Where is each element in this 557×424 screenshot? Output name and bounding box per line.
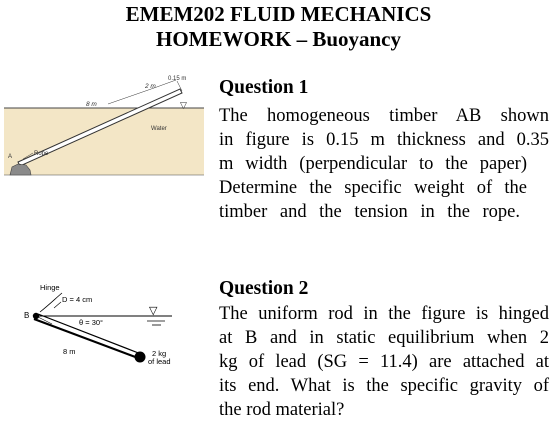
question1-figure (4, 72, 204, 182)
label-b: B (24, 311, 30, 320)
water-region (4, 108, 204, 175)
label-8m: 8 m (63, 347, 76, 356)
question2-line-3: kg of lead (SG = 11.4) are attached at (219, 352, 549, 372)
label-2m: 2 m (145, 83, 156, 90)
label-8m: 8 m (86, 101, 97, 108)
question1-line-1: The homogeneous timber AB shown (219, 106, 549, 126)
question1-line-3: m width (perpendicular to the paper) (219, 154, 527, 174)
label-mass-line1: 2 kg (152, 349, 167, 358)
question1-text (219, 104, 549, 224)
title-line-1: EMEM202 FLUID MECHANICS (125, 2, 432, 26)
surface-symbol: ▽ (180, 100, 187, 110)
label-a: A (8, 154, 13, 160)
question2-text (219, 302, 549, 422)
question2-line-4: its end. What is the specific gravity of (219, 376, 549, 396)
title-line-2: HOMEWORK – Buoyancy (155, 27, 402, 51)
label-water: Water (151, 126, 167, 132)
question2-figure (4, 278, 204, 373)
label-theta: θ = 30° (79, 318, 104, 327)
question2-line-2: at B and in static equilibrium when 2 (219, 328, 549, 348)
question1-heading: Question 1 (219, 77, 309, 98)
question2-line-1: The uniform rod in the figure is hinged (219, 304, 549, 324)
label-mass-line2: of lead (148, 357, 171, 366)
question2-line-5: the rod material? (219, 400, 345, 420)
label-hinge: Hinge (40, 283, 60, 292)
label-d: D = 4 cm (62, 295, 93, 304)
question1-line-5: timber and the tension in the rope. (219, 202, 520, 222)
label-rope: Rope (34, 151, 49, 157)
question1-line-2: in figure is 0.15 m thickness and 0.35 (219, 130, 549, 150)
lead-mass (135, 352, 146, 363)
question2-heading: Question 2 (219, 278, 309, 299)
surface-symbol: ▽ (149, 305, 158, 317)
question1-line-4: Determine the specific weight of the (219, 178, 527, 198)
label-thickness: 0.15 m (168, 76, 187, 82)
